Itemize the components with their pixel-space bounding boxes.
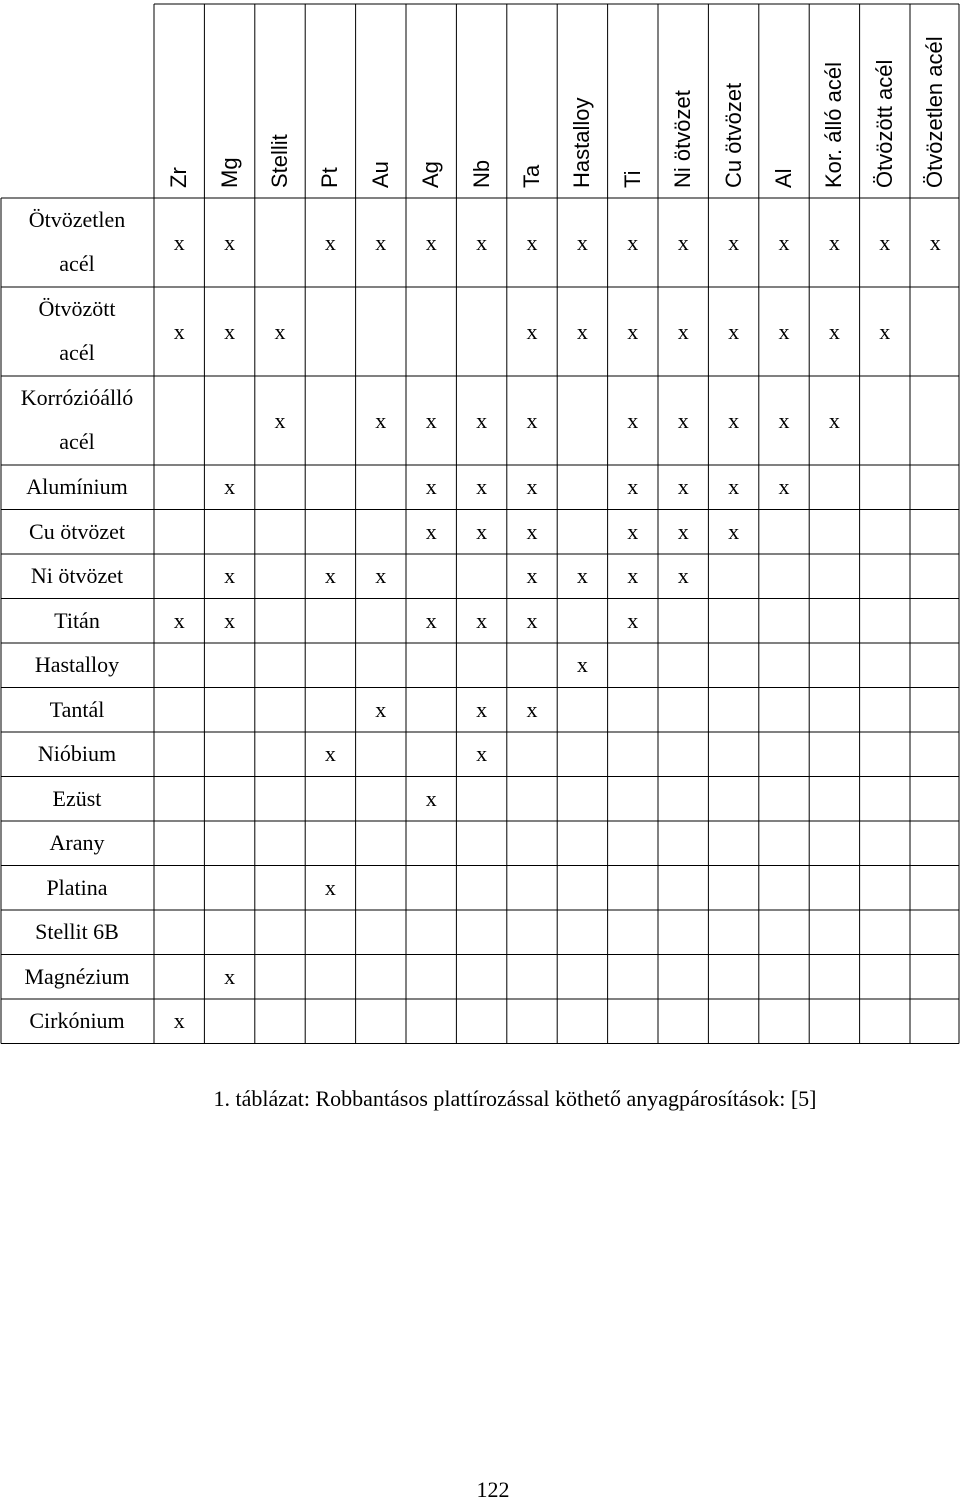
column-header: Hastalloy [569,97,595,188]
table-cell-mark: x [173,230,185,255]
table-cell-mark: x [476,230,488,255]
row-label [1,287,153,376]
table-cell-mark: x [728,518,740,544]
row-label-line: Cirkónium [29,1008,125,1033]
table-cell-mark: x [778,319,790,344]
row-label-line: Ni ötvözet [30,563,124,588]
row-label [1,599,153,644]
row-label-line: Ötvözött [38,296,116,321]
table-cell-mark: x [375,408,387,433]
column-header: Zr [166,167,192,188]
row-label [1,198,153,287]
table-cell-mark: x [677,408,689,433]
table-cell-mark: x [526,408,538,433]
row-label-line: Korrózióálló [20,385,134,410]
row-label [1,999,153,1044]
row-label-line: Arany [49,830,105,855]
row-label [1,688,153,733]
table-cell-mark: x [274,408,286,433]
table-cell-mark: x [526,319,538,344]
column-header: Au [367,161,393,188]
table-cell-mark: x [476,741,488,766]
row-label-line: Ezüst [52,785,102,811]
row-label [1,643,153,688]
row-label-line: Titán [54,607,100,633]
table-cell-mark: x [526,563,538,588]
table-cell-mark: x [576,652,588,677]
row-label [1,955,153,1000]
column-header: Ötvözött acél [871,59,897,188]
table-cell-mark: x [627,474,639,499]
column-header: Stellit [267,134,292,188]
table-cell-mark: x [224,474,236,499]
column-header: Ta [519,164,544,188]
row-label-line: acél [59,251,95,276]
column-header: Al [771,168,796,188]
table-cell-mark: x [677,518,689,544]
row-label [1,554,153,599]
table-cell-mark: x [576,563,588,588]
table-cell-mark: x [576,230,588,255]
table-cell-mark: x [425,474,437,499]
table-cell-mark: x [828,319,840,344]
column-header: Pt [317,167,343,188]
column-header: Ti [619,170,645,188]
row-label-line: acél [59,429,95,454]
table-cell-mark: x [627,230,639,255]
row-label [1,777,153,822]
table-cell-mark: x [677,474,689,499]
table-cell-mark: x [375,563,387,588]
table-cell-mark: x [224,230,236,255]
table-cell-mark: x [324,741,336,766]
table-cell-mark: x [324,563,336,588]
page-number: 122 [476,1477,510,1502]
row-label [1,510,153,555]
table-cell-mark: x [526,696,538,722]
row-label-line: Ötvözetlen [28,207,126,232]
row-label-line: Stellit 6B [35,919,119,944]
table-cell-mark: x [476,474,488,499]
row-label [1,376,153,465]
row-label-line: Platina [46,874,108,900]
table-cell-mark: x [879,230,891,255]
table-cell-mark: x [476,518,488,544]
table-cell-mark: x [879,319,891,344]
table-cell-mark: x [627,319,639,344]
table-cell-mark: x [224,607,236,633]
table-cell-mark: x [627,607,639,633]
table-cell-mark: x [728,474,740,499]
row-label [1,866,153,911]
table-cell-mark: x [375,696,387,722]
table-cell-mark: x [173,607,185,633]
table-cell-mark: x [526,518,538,544]
table-cell-mark: x [526,474,538,499]
column-header: Nb [468,159,494,188]
table-cell-mark: x [224,319,236,344]
column-header: Kor. álló acél [821,62,847,188]
table-cell-mark: x [576,319,588,344]
table-cell-mark: x [627,563,639,588]
table-cell-mark: x [274,319,286,344]
table-cell-mark: x [476,607,488,633]
table-cell-mark: x [173,1008,185,1033]
row-label-line: Alumínium [26,474,128,499]
table-cell-mark: x [677,230,689,255]
column-header: Ötvözetlen acél [922,36,948,188]
row-label [1,910,153,955]
table-cell-mark: x [778,474,790,499]
row-label-line: acél [59,340,95,365]
table-cell-mark: x [778,230,790,255]
table-cell-mark: x [627,408,639,433]
table-cell-mark: x [828,230,840,255]
table-cell-mark: x [728,230,740,255]
table-cell-mark: x [778,408,790,433]
table-cell-mark: x [224,963,236,989]
row-label-line: Hastalloy [34,652,120,677]
table-cell-mark: x [324,874,336,900]
column-header: Ag [418,161,444,188]
table-cell-mark: x [173,319,185,344]
table-cell-mark: x [677,563,689,588]
table-cell-mark: x [728,408,740,433]
table-cell-mark: x [224,563,236,588]
table-cell-mark: x [425,785,437,811]
table-cell-mark: x [324,230,336,255]
table-cell-mark: x [526,607,538,633]
table-cell-mark: x [677,319,689,344]
row-label-line: Tantál [49,696,105,722]
table-cell-mark: x [476,696,488,722]
table-cell-mark: x [627,518,639,544]
table-cell-mark: x [526,230,538,255]
column-header: Ni ötvözet [670,90,696,188]
table-caption: 1. táblázat: Robbantásos plattírozással köthető anyagpárosítások: [5] [213,1086,817,1111]
column-header: Mg [216,157,242,188]
table-cell-mark: x [425,408,437,433]
table-cell-mark: x [425,607,437,633]
table-cell-mark: x [425,518,437,544]
table-cell-mark: x [728,319,740,344]
table-cell-mark: x [929,230,941,255]
table-cell-mark: x [375,230,387,255]
row-label [1,732,153,777]
row-label-line: Magnézium [24,963,130,989]
table-cell-mark: x [476,408,488,433]
row-label-line: Nióbium [37,741,117,766]
table-cell-mark: x [425,230,437,255]
column-header: Cu ötvözet [720,82,746,188]
row-label [1,465,153,510]
row-label-line: Cu ötvözet [29,518,125,544]
table-cell-mark: x [828,408,840,433]
row-label [1,821,153,866]
